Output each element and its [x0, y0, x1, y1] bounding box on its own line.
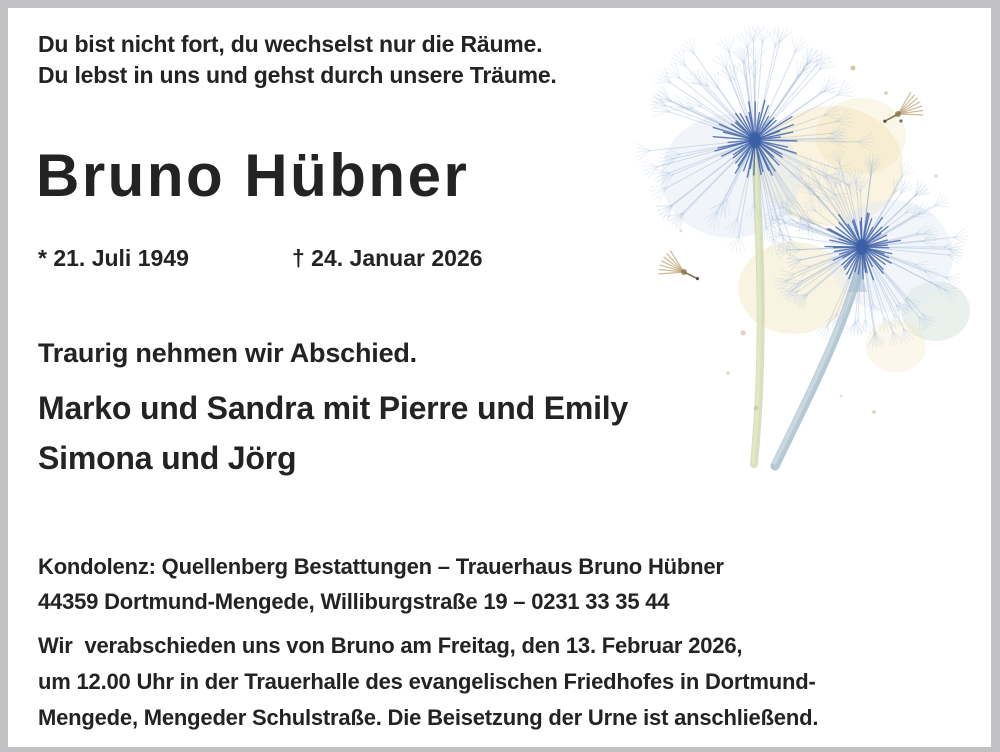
farewell-line: Traurig nehmen wir Abschied.: [38, 338, 417, 368]
birth-date: * 21. Juli 1949: [38, 245, 189, 271]
condolence-line-2: 44359 Dortmund-Mengede, Williburgstraße 19 – 0231 33 35 44: [38, 589, 670, 614]
mourners-line-1: Marko und Sandra mit Pierre und Emily: [38, 390, 629, 426]
condolence-line-1: Kondolenz: Quellenberg Bestattungen – Trauerhaus Bruno Hübner: [38, 554, 724, 579]
service-line-3: Mengede, Mengeder Schulstraße. Die Beisetzung der Urne ist anschließend.: [38, 705, 819, 730]
epigraph: [38, 29, 557, 91]
service-info: [38, 628, 818, 736]
death-date: † 24. Januar 2026: [292, 245, 483, 271]
service-line-2: um 12.00 Uhr in der Trauerhalle des evangelischen Friedhofes in Dortmund-: [38, 669, 816, 694]
mourners-line-2: Simona und Jörg: [38, 440, 297, 476]
obituary-card: [8, 8, 991, 747]
mourners: [38, 383, 628, 483]
epigraph-line-1: Du bist nicht fort, du wechselst nur die Räume.: [38, 31, 543, 57]
epigraph-line-2: Du lebst in uns und gehst durch unsere Träume.: [38, 62, 557, 88]
deceased-name: Bruno Hübner: [36, 142, 470, 209]
condolence-info: [38, 549, 724, 619]
service-line-1: Wir verabschieden uns von Bruno am Freitag, den 13. Februar 2026,: [38, 633, 743, 658]
life-dates: [8, 245, 991, 275]
